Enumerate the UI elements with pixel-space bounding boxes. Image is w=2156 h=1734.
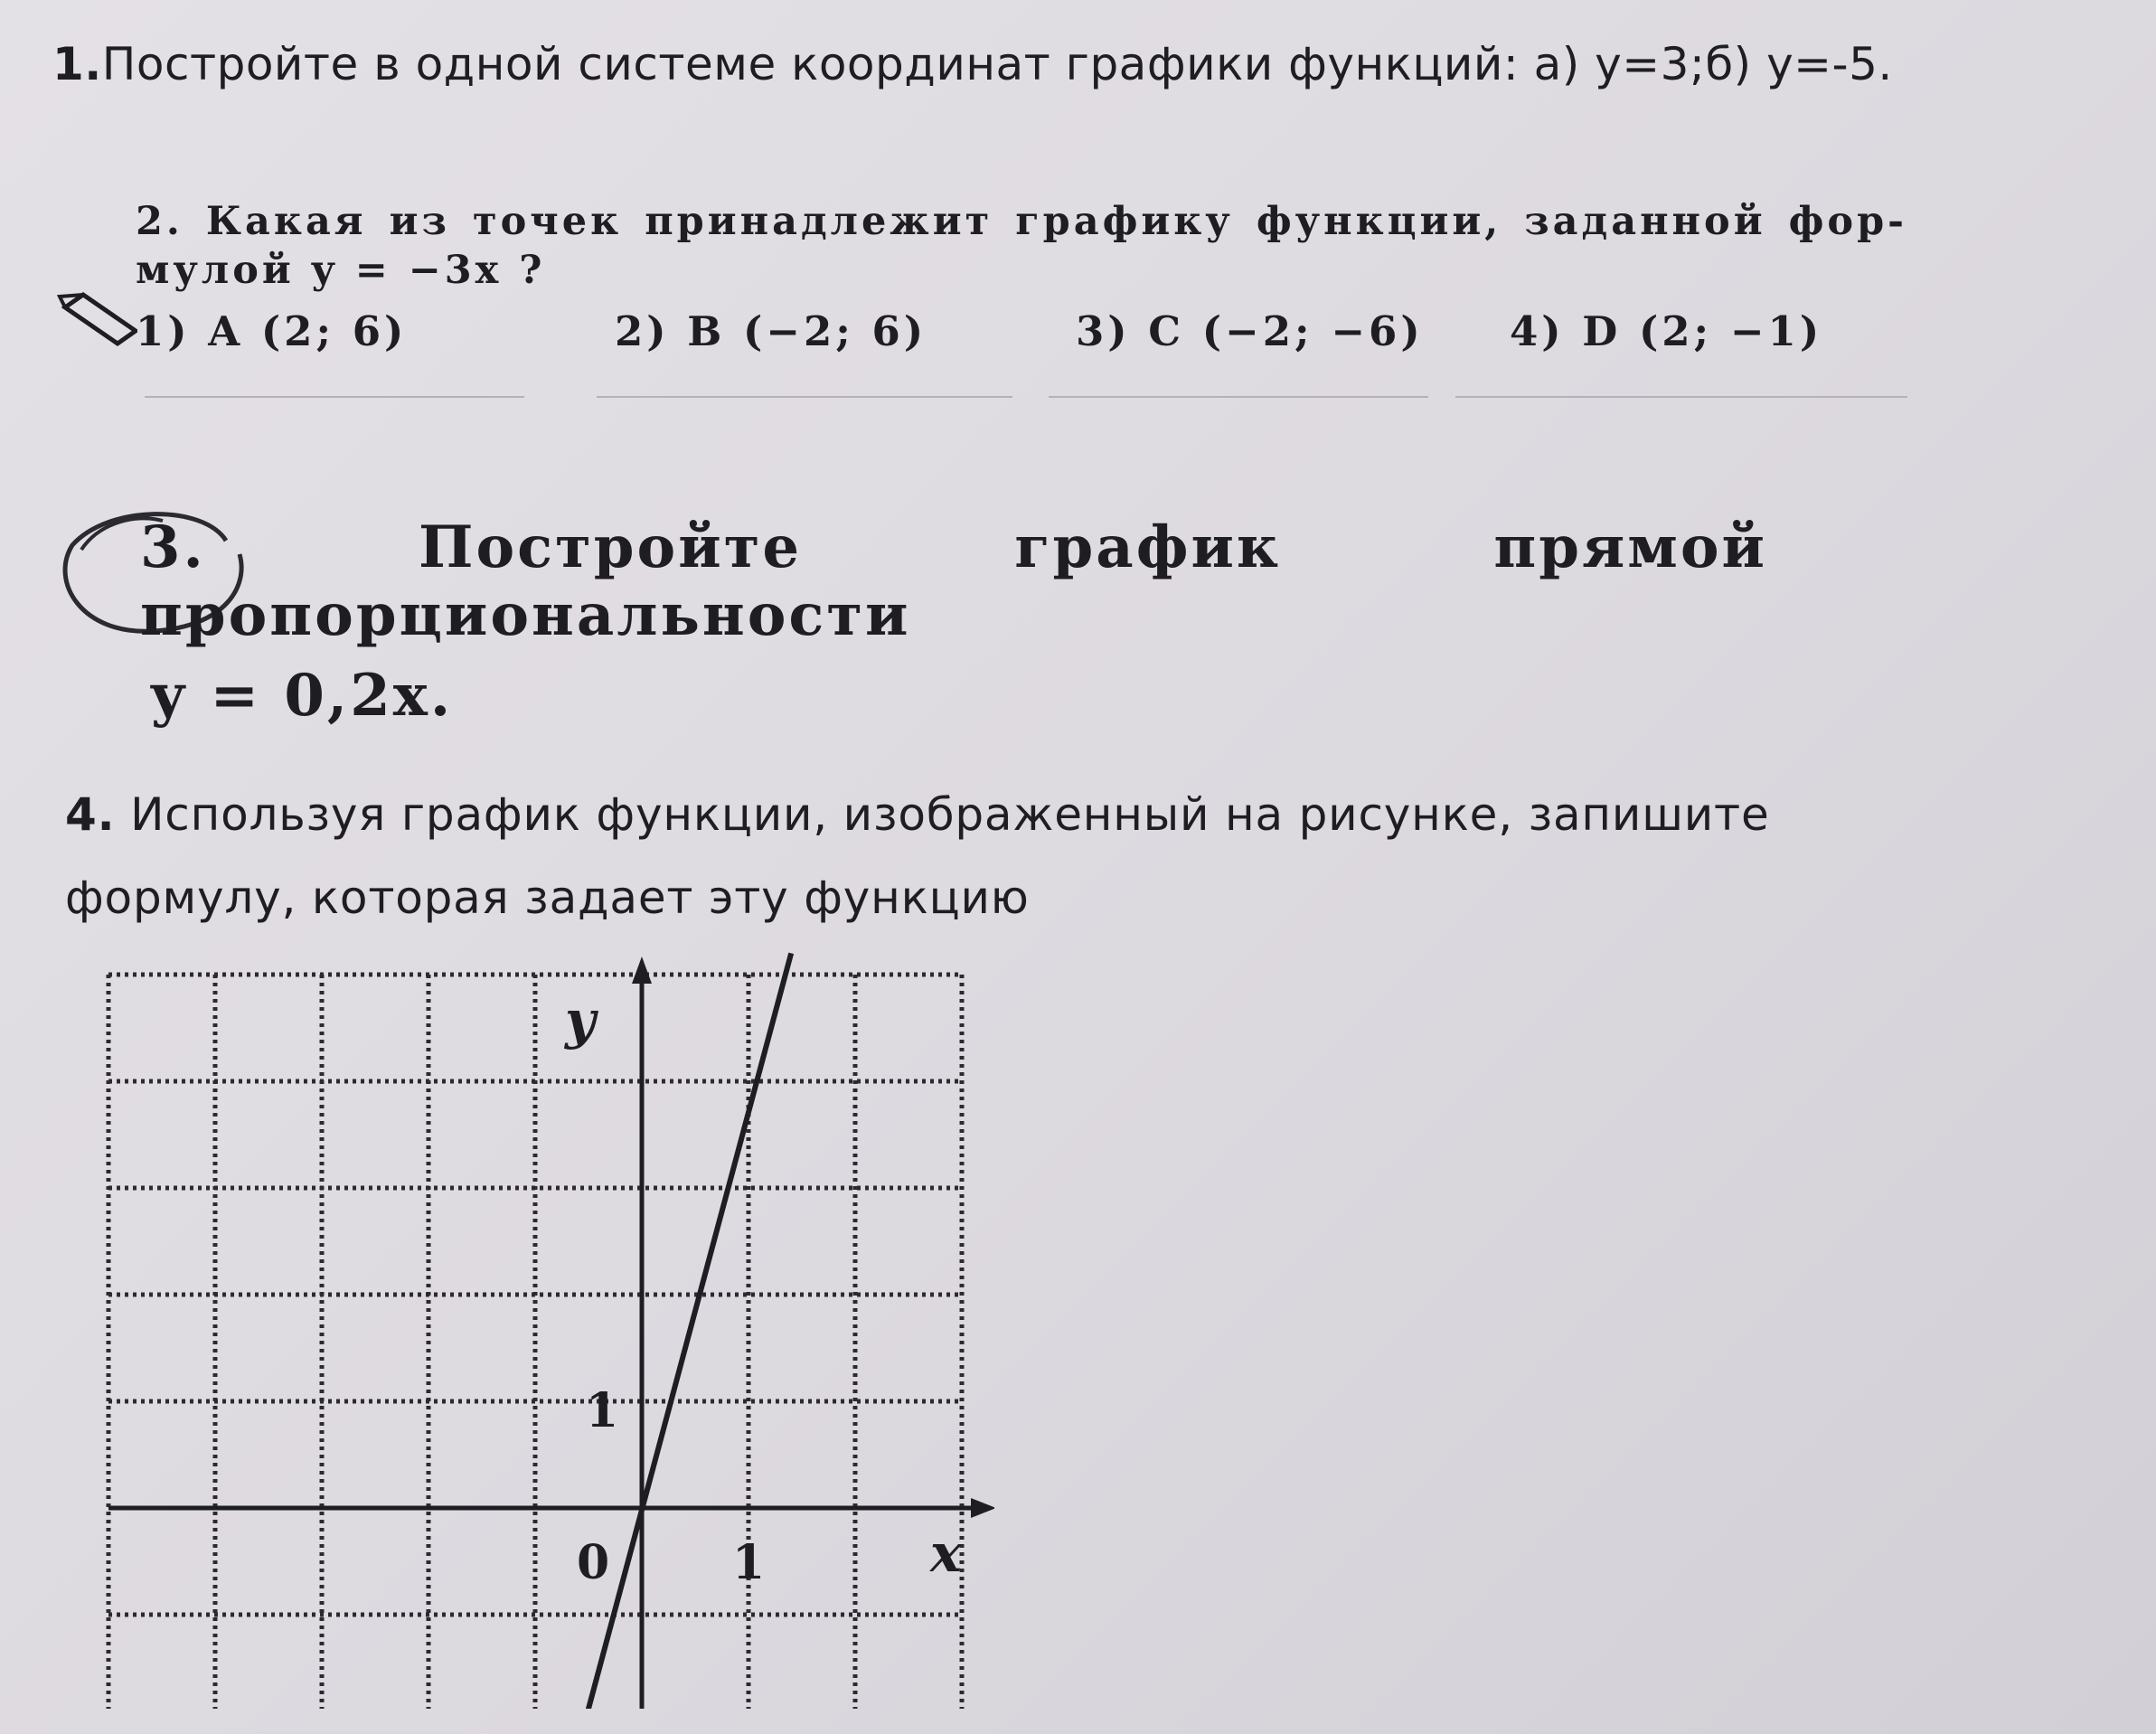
task-2-question bbox=[136, 199, 1907, 293]
function-graph bbox=[90, 949, 994, 1709]
task-1-number: 1. bbox=[52, 38, 102, 90]
grid-lines bbox=[108, 975, 962, 1709]
task-4 bbox=[65, 773, 1770, 939]
divider-line bbox=[1049, 396, 1428, 398]
task-4-line-2: формулу, которая задает эту функцию bbox=[65, 872, 1030, 924]
task-2-option-4: 4) D (2; −1) bbox=[1510, 307, 1823, 355]
task-2-option-2: 2) B (−2; 6) bbox=[615, 307, 927, 355]
task-1-text: Постройте в одной системе координат графики функций: а) y=3;б) y=-5. bbox=[101, 38, 1893, 90]
y-axis-label: y bbox=[565, 989, 596, 1051]
task-2-option-3: 3) C (−2; −6) bbox=[1076, 307, 1424, 355]
axes bbox=[108, 957, 994, 1709]
series-lines bbox=[557, 953, 792, 1709]
task-1 bbox=[52, 38, 1893, 90]
origin-label: 0 bbox=[577, 1535, 610, 1590]
divider-line bbox=[1455, 396, 1907, 398]
task-4-line-1: Используя график функции, изображенный на рисунке, запишите bbox=[130, 788, 1770, 841]
task-3-line-1: 3. Постройте график прямой пропорциональности bbox=[140, 514, 1767, 649]
task-2-line-1: 2. Какая из точек принадлежит графику функции, заданной фор- bbox=[136, 199, 1907, 244]
task-3 bbox=[140, 514, 1767, 730]
x-axis-label: x bbox=[930, 1522, 962, 1584]
divider-line bbox=[597, 396, 1012, 398]
x-axis-arrow-icon bbox=[971, 1498, 994, 1518]
y-tick-label: 1 bbox=[586, 1383, 619, 1438]
task-3-line-2: y = 0,2x. bbox=[151, 662, 454, 730]
task-2-line-2: мулой y = −3x ? bbox=[136, 248, 546, 293]
series-line bbox=[557, 953, 792, 1709]
task-2-option-1: 1) A (2; 6) bbox=[136, 307, 408, 355]
x-tick-label: 1 bbox=[732, 1535, 766, 1590]
task-4-number: 4. bbox=[65, 788, 116, 841]
pencil-icon bbox=[56, 287, 137, 351]
divider-line bbox=[145, 396, 524, 398]
y-axis-arrow-icon bbox=[632, 957, 652, 984]
